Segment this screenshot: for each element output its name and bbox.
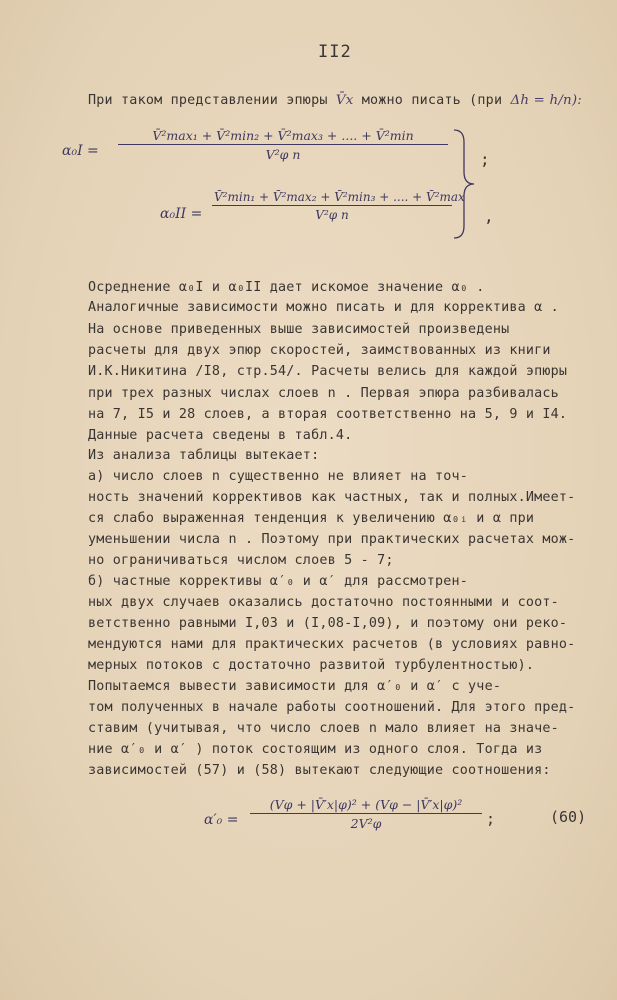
- text-line: на 7, I5 и 28 слоев, а вторая соответственно на 5, 9 и I4.: [88, 407, 568, 422]
- page-number: II2: [318, 42, 352, 62]
- formula-alpha-0II-denominator: V²φ n: [315, 208, 349, 222]
- text-line: Аналогичные зависимости можно писать и для корректива α .: [88, 300, 559, 315]
- formula-60-numerator: (Vφ + |V̄′x|φ)² + (Vφ − |V̄′x|φ)²: [250, 797, 482, 814]
- text-line: Из анализа таблицы вытекает:: [88, 448, 320, 463]
- text-line: том полученных в начале работы соотношений. Для этого пред-: [88, 700, 576, 715]
- text-line: б) частные коррективы α′₀ и α′ для рассмотрен-: [88, 574, 469, 589]
- text-line: Данные расчета сведены в табл.4.: [88, 428, 353, 443]
- text-line: расчеты для двух эпюр скоростей, заимствованных из книги: [88, 343, 551, 358]
- text-line: мендуются нами для практических расчетов (в условиях равно-: [88, 637, 576, 652]
- text-line: ветственно равными I,03 и (I,08-I,09), и поэтому они реко-: [88, 616, 568, 631]
- formula-60-punct: ;: [486, 810, 496, 828]
- text-line: И.К.Никитина /I8, стр.54/. Расчеты велись для каждой эпюры: [88, 364, 568, 379]
- formula-alpha-0I-denominator: V²φ n: [265, 147, 301, 162]
- text-line: ных двух случаев оказались достаточно постоянными и соот-: [88, 595, 559, 610]
- text-line: ность значений коррективов как частных, так и полных.Имеет-: [88, 490, 576, 505]
- text-line: но ограничиваться числом слоев 5 - 7;: [88, 553, 394, 568]
- equation-number: (60): [550, 808, 587, 826]
- formula-alpha-0II: [212, 190, 465, 222]
- formula-alpha-0II-numerator: V̄²min₁ + V̄²max₂ + V̄²min₃ + .... + V̄²max: [214, 190, 465, 204]
- intro-text: При таком представлении эпюры: [88, 93, 328, 108]
- text-line: ние α′₀ и α′ ) поток состоящим из одного слоя. Тогда из: [88, 742, 543, 757]
- text-line: мерных потоков с достаточно развитой турбулентностью).: [88, 658, 535, 673]
- intro-line: [88, 93, 582, 108]
- text-line: Попытаемся вывести зависимости для α′₀ и α′ с уче-: [88, 679, 502, 694]
- right-brace: [452, 128, 476, 240]
- text-line: при трех разных числах слоев n . Первая эпюра разбивалась: [88, 386, 559, 401]
- text-line: а) число слоев n существенно не влияет на точ-: [88, 469, 469, 484]
- formula-alpha-0II-lhs: α₀II =: [160, 206, 203, 222]
- formula-60: [250, 797, 482, 831]
- formula-60-denominator: 2V²φ: [350, 816, 382, 831]
- formula-alpha-0I: [118, 128, 448, 162]
- text-line: уменьшении числа n . Поэтому при практических расчетах мож-: [88, 532, 576, 547]
- formula-punct-2: ,: [484, 207, 494, 226]
- formula-alpha-0I-lhs: α₀I =: [62, 143, 99, 159]
- intro-condition: Δh = h/n):: [510, 93, 582, 108]
- formula-60-lhs: α′₀ =: [204, 812, 239, 828]
- text-line: зависимостей (57) и (58) вытекают следующие соотношения:: [88, 763, 551, 778]
- formula-alpha-0I-numerator: V̄²max₁ + V̄²min₂ + V̄²max₃ + .... + V̄²min: [118, 128, 448, 145]
- intro-text-2: можно писать (при: [361, 93, 503, 108]
- formula-punct-1: ;: [480, 150, 490, 169]
- text-line: Осреднение α₀I и α₀II дает искомое значение α₀ .: [88, 280, 485, 295]
- intro-variable: V̄x: [335, 93, 354, 108]
- text-line: ся слабо выраженная тенденция к увеличению α₀ᵢ и α при: [88, 511, 535, 526]
- text-line: На основе приведенных выше зависимостей произведены: [88, 322, 510, 337]
- text-line: ставим (учитывая, что число слоев n мало влияет на значе-: [88, 721, 559, 736]
